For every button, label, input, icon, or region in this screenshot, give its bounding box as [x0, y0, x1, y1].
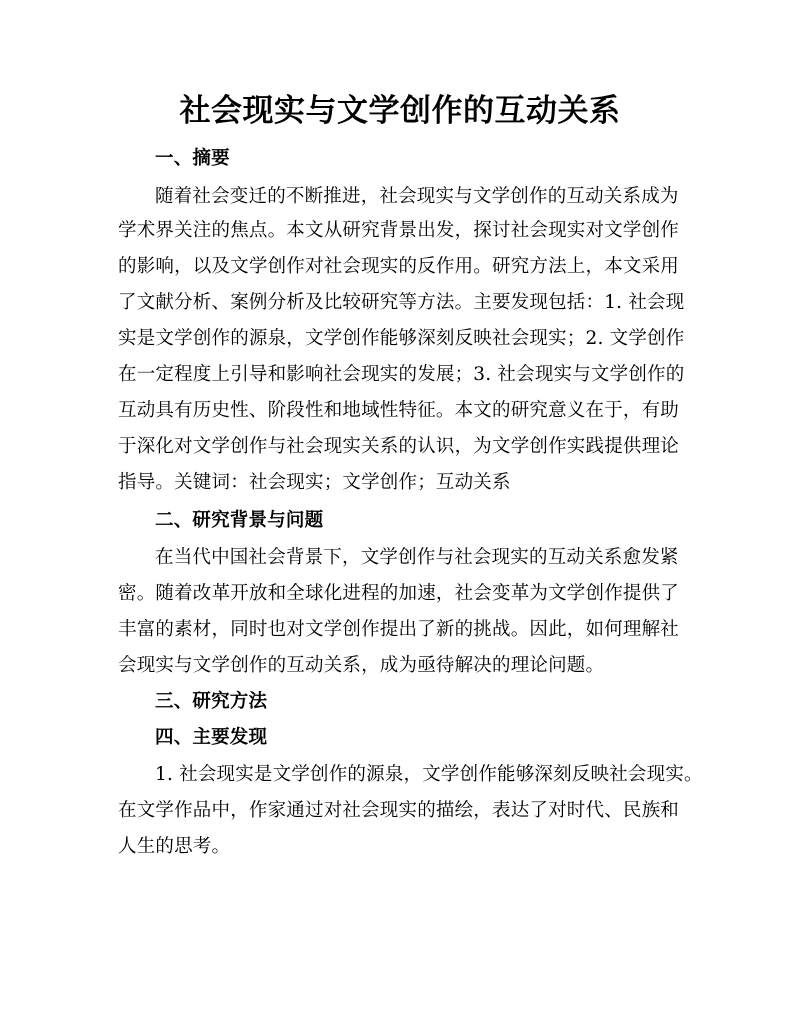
paragraph-line: 的影响，以及文学创作对社会现实的反作用。研究方法上，本文采用	[118, 256, 680, 277]
paragraph-line: 密。随着改革开放和全球化进程的加速，社会变革为文学创作提供了	[118, 583, 680, 604]
section-heading: 三、研究方法	[155, 691, 268, 712]
paragraph-line: 在文学作品中，作家通过对社会现实的描绘，表达了对时代、民族和	[118, 800, 680, 821]
paragraph-line: 人生的思考。	[118, 836, 231, 857]
paragraph-line: 指导。关键词：社会现实；文学创作；互动关系	[118, 472, 511, 493]
paragraph-line: 在当代中国社会背景下，文学创作与社会现实的互动关系愈发紧	[155, 547, 679, 568]
paragraph-line: 1. 社会现实是文学创作的源泉，文学创作能够深刻反映社会现实。	[155, 764, 703, 785]
section-heading: 二、研究背景与问题	[155, 510, 324, 531]
paragraph-line: 学术界关注的焦点。本文从研究背景出发，探讨社会现实对文学创作	[118, 220, 680, 241]
paragraph-line: 互动具有历史性、阶段性和地域性特征。本文的研究意义在于，有助	[118, 400, 680, 421]
document-title: 社会现实与文学创作的互动关系	[179, 93, 621, 129]
paragraph-line: 丰富的素材，同时也对文学创作提出了新的挑战。因此，如何理解社	[118, 619, 680, 640]
paragraph-line: 实是文学创作的源泉，文学创作能够深刻反映社会现实；2. 文学创作	[118, 328, 685, 349]
paragraph-line: 了文献分析、案例分析及比较研究等方法。主要发现包括：1. 社会现	[118, 292, 685, 313]
paragraph-line: 于深化对文学创作与社会现实关系的认识，为文学创作实践提供理论	[118, 436, 680, 457]
paragraph-line: 随着社会变迁的不断推进，社会现实与文学创作的互动关系成为	[155, 186, 679, 207]
section-heading: 四、主要发现	[155, 727, 268, 748]
paragraph-line: 在一定程度上引导和影响社会现实的发展；3. 社会现实与文学创作的	[118, 364, 685, 385]
paragraph-line: 会现实与文学创作的互动关系，成为亟待解决的理论问题。	[118, 655, 605, 676]
section-heading: 一、摘要	[155, 148, 230, 169]
